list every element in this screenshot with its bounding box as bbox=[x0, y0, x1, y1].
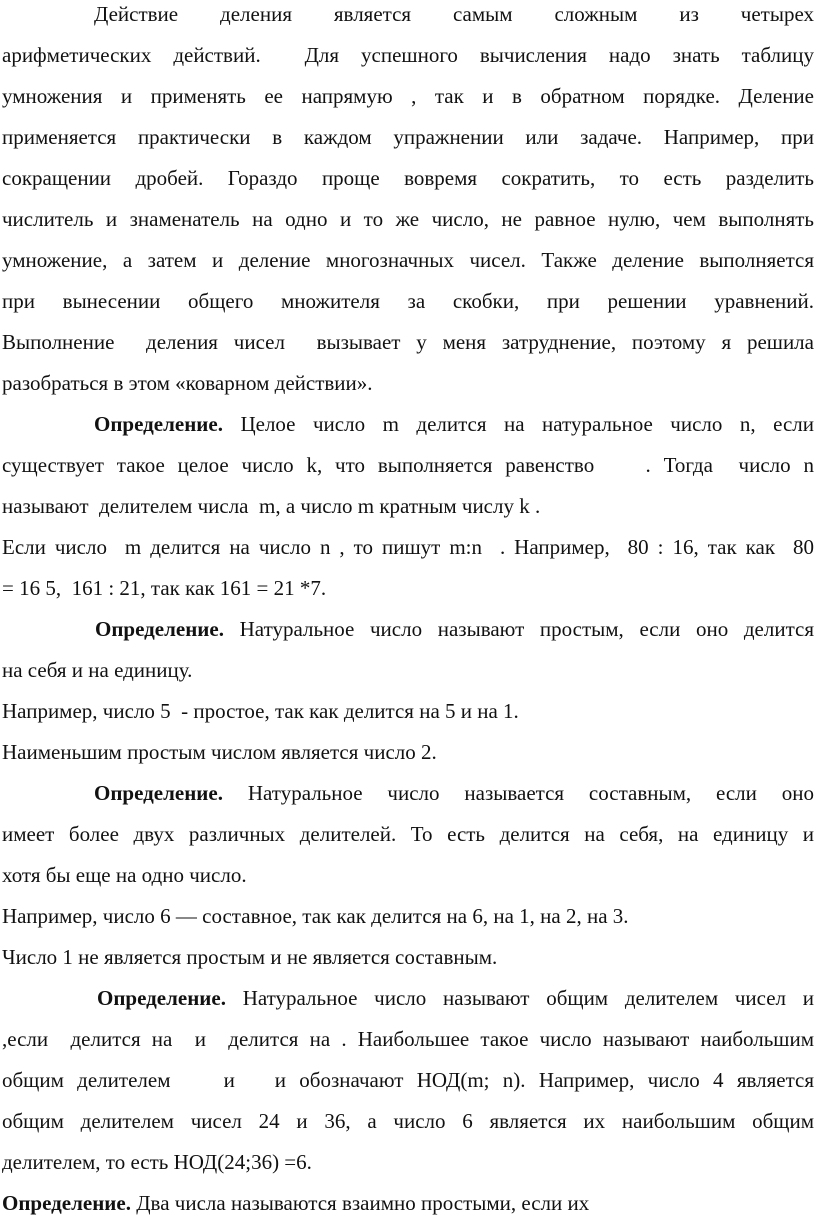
definition-text: Натуральное число называется составным, если оно bbox=[222, 781, 814, 805]
divisibility-example bbox=[2, 527, 814, 609]
text-line bbox=[2, 1183, 814, 1224]
text-line bbox=[2, 609, 814, 650]
text-line: хотя бы еще на одно число. bbox=[2, 863, 247, 887]
text-line: имеет более двух различных делителей. То есть делится на себя, на единицу и bbox=[2, 822, 814, 846]
definition-label: Определение. bbox=[94, 412, 223, 436]
text-line bbox=[2, 773, 814, 814]
text-line: Наименьшим простым числом является число 2. bbox=[2, 740, 437, 764]
text-line: сокращении дробей. Гораздо проще вовремя сократить, то есть разделить bbox=[2, 166, 814, 190]
definition-text: Два числа называются взаимно простыми, если их bbox=[130, 1191, 590, 1215]
text-line: Если число m делится на число n , то пишут m:n . Например, 80 : 16, так как 80 bbox=[2, 535, 814, 559]
text-line: умножение, а затем и деление многозначных чисел. Также деление выполняется bbox=[2, 248, 814, 272]
definition-label: Определение. bbox=[97, 986, 226, 1010]
definition-common-divisor bbox=[2, 978, 814, 1183]
definition-text: Натуральное число называют простым, если оно делится bbox=[223, 617, 814, 641]
text-line: применяется практически в каждом упражнении или задаче. Например, при bbox=[2, 125, 814, 149]
text-line: Действие деления является самым сложным из четырех bbox=[94, 2, 814, 26]
definition-coprime bbox=[2, 1183, 814, 1224]
text-line: Например, число 6 — составное, так как делится на 6, на 1, на 2, на 3. bbox=[2, 904, 629, 928]
text-line: делителем, то есть НОД(24;36) =6. bbox=[2, 1150, 312, 1174]
definition-label: Определение. bbox=[94, 781, 223, 805]
text-line: Число 1 не является простым и не является составным. bbox=[2, 945, 498, 969]
text-line: Выполнение деления чисел вызывает у меня затруднение, поэтому я решила bbox=[2, 330, 814, 354]
text-line: на себя и на единицу. bbox=[2, 658, 193, 682]
text-line: называют делителем числа m, а число m кратным числу k . bbox=[2, 494, 541, 518]
text-line: ,если делится на и делится на . Наибольшее такое число называют наибольшим bbox=[2, 1027, 814, 1051]
definition-text: Натуральное число называют общим делителем чисел и bbox=[225, 986, 814, 1010]
text-line: общим делителем чисел 24 и 36, а число 6 является их наибольшим общим bbox=[2, 1109, 814, 1133]
definition-label: Определение. bbox=[95, 617, 224, 641]
definition-prime bbox=[2, 609, 814, 773]
intro-paragraph bbox=[2, 0, 814, 404]
text-line bbox=[2, 404, 814, 445]
definition-composite bbox=[2, 773, 814, 978]
definition-label: Определение. bbox=[2, 1191, 131, 1215]
text-line: = 16 5, 161 : 21, так как 161 = 21 *7. bbox=[2, 576, 327, 600]
definition-text: Целое число m делится на натуральное число n, если bbox=[222, 412, 814, 436]
text-line: умножения и применять ее напрямую , так и в обратном порядке. Деление bbox=[2, 84, 814, 108]
definition-divisor bbox=[2, 404, 814, 527]
text-line: общим делителем и и обозначают НОД(m; n). Например, число 4 является bbox=[2, 1068, 814, 1092]
text-line: арифметических действий. Для успешного вычисления надо знать таблицу bbox=[2, 43, 814, 67]
text-line bbox=[2, 978, 814, 1019]
text-line: разобраться в этом «коварном действии». bbox=[2, 371, 373, 395]
text-line: Например, число 5 - простое, так как делится на 5 и на 1. bbox=[2, 699, 519, 723]
text-line: числитель и знаменатель на одно и то же число, не равное нулю, чем выполнять bbox=[2, 207, 814, 231]
text-line: существует такое целое число k, что выполняется равенство . Тогда число n bbox=[2, 453, 814, 477]
text-line: при вынесении общего множителя за скобки, при решении уравнений. bbox=[2, 289, 814, 313]
